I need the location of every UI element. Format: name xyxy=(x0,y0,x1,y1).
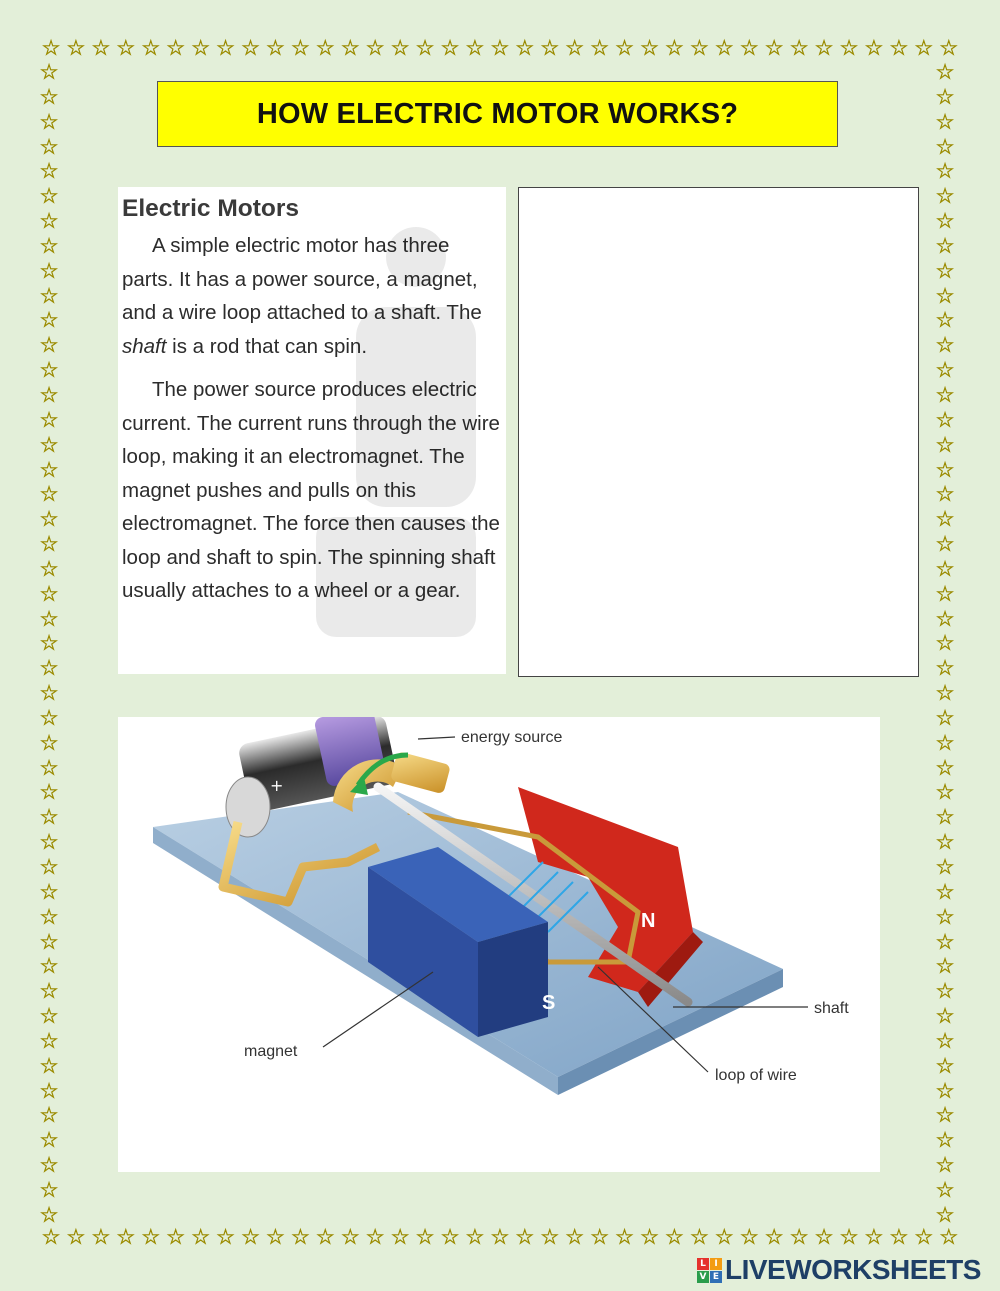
star-icon: ☆ xyxy=(340,1225,360,1249)
star-icon: ☆ xyxy=(39,830,59,855)
star-icon: ☆ xyxy=(889,1225,909,1249)
star-icon: ☆ xyxy=(116,1225,136,1249)
star-icon: ☆ xyxy=(935,1028,955,1053)
motor-diagram xyxy=(118,717,880,1172)
star-icon: ☆ xyxy=(39,656,59,681)
label-loop-of-wire: loop of wire xyxy=(715,1067,797,1084)
star-icon: ☆ xyxy=(935,755,955,780)
star-icon: ☆ xyxy=(935,159,955,184)
star-icon: ☆ xyxy=(141,1225,161,1249)
star-icon: ☆ xyxy=(665,1225,684,1249)
star-icon: ☆ xyxy=(39,979,59,1004)
star-icon: ☆ xyxy=(39,333,59,358)
star-icon: ☆ xyxy=(935,1078,955,1103)
star-icon: ☆ xyxy=(935,879,955,904)
star-icon: ☆ xyxy=(415,1225,435,1249)
star-icon: ☆ xyxy=(266,36,285,60)
answer-box[interactable] xyxy=(518,187,919,677)
star-icon: ☆ xyxy=(490,36,510,60)
star-icon: ☆ xyxy=(565,1225,585,1249)
star-icon: ☆ xyxy=(939,36,959,60)
star-icon: ☆ xyxy=(935,830,955,855)
star-border-left xyxy=(38,62,62,1226)
star-icon: ☆ xyxy=(39,631,59,656)
brand-logo-tile: L xyxy=(697,1258,709,1270)
star-icon: ☆ xyxy=(39,84,59,109)
star-icon: ☆ xyxy=(39,407,59,432)
star-icon: ☆ xyxy=(39,730,59,755)
star-icon: ☆ xyxy=(241,36,260,60)
watermark-graphic xyxy=(296,217,496,657)
star-icon: ☆ xyxy=(39,532,59,557)
star-icon: ☆ xyxy=(39,482,59,507)
star-icon: ☆ xyxy=(935,457,955,482)
star-icon: ☆ xyxy=(935,482,955,507)
star-icon: ☆ xyxy=(935,705,955,730)
star-icon: ☆ xyxy=(935,407,955,432)
star-icon: ☆ xyxy=(935,209,955,234)
south-magnet-side xyxy=(478,922,548,1037)
star-icon: ☆ xyxy=(166,1225,186,1249)
star-icon: ☆ xyxy=(39,457,59,482)
star-icon: ☆ xyxy=(440,1225,460,1249)
star-icon: ☆ xyxy=(935,581,955,606)
star-icon: ☆ xyxy=(935,382,955,407)
star-icon: ☆ xyxy=(515,1225,535,1249)
passage-paragraph-1-start: A simple electric motor has three parts. It has a power source, a magnet, and a wire loop attached to a shaft. The xyxy=(122,234,482,324)
star-icon: ☆ xyxy=(91,36,111,60)
passage-paragraph-2: The power source produces electric current. The current runs through the wire loop, making it an electromagnet. The magnet pushes and pulls on this electromagnet. The force then causes the loop and shaft to spin. The spinning shaft usually attaches to a wheel or a gear. xyxy=(122,378,500,602)
star-icon: ☆ xyxy=(39,1128,59,1153)
star-icon: ☆ xyxy=(39,109,59,134)
star-icon: ☆ xyxy=(39,233,59,258)
star-icon: ☆ xyxy=(814,1225,834,1249)
star-icon: ☆ xyxy=(39,209,59,234)
passage-heading: Electric Motors xyxy=(122,195,299,222)
star-icon: ☆ xyxy=(39,1153,59,1178)
star-icon: ☆ xyxy=(39,1004,59,1029)
star-icon: ☆ xyxy=(41,1225,61,1249)
star-icon: ☆ xyxy=(864,36,884,60)
star-icon: ☆ xyxy=(290,1225,310,1249)
star-icon: ☆ xyxy=(935,84,955,109)
star-icon: ☆ xyxy=(789,1225,809,1249)
star-icon: ☆ xyxy=(665,36,684,60)
star-icon: ☆ xyxy=(39,159,59,184)
star-icon: ☆ xyxy=(266,1225,285,1249)
star-icon: ☆ xyxy=(315,1225,335,1249)
star-icon: ☆ xyxy=(66,36,86,60)
star-icon: ☆ xyxy=(540,36,560,60)
star-icon: ☆ xyxy=(565,36,585,60)
star-icon: ☆ xyxy=(764,36,784,60)
star-icon: ☆ xyxy=(615,1225,634,1249)
star-icon: ☆ xyxy=(39,60,59,84)
star-icon: ☆ xyxy=(914,1225,934,1249)
star-icon: ☆ xyxy=(935,556,955,581)
star-icon: ☆ xyxy=(39,308,59,333)
star-icon: ☆ xyxy=(39,954,59,979)
star-icon: ☆ xyxy=(935,656,955,681)
star-icon: ☆ xyxy=(465,1225,485,1249)
battery-minus: − xyxy=(394,727,410,748)
star-icon: ☆ xyxy=(39,1103,59,1128)
star-icon: ☆ xyxy=(935,283,955,308)
brand-text: LIVEWORKSHEETS xyxy=(725,1254,981,1285)
star-icon: ☆ xyxy=(640,1225,659,1249)
brand-logo-tile: I xyxy=(710,1258,722,1270)
star-icon: ☆ xyxy=(390,36,410,60)
star-icon: ☆ xyxy=(640,36,659,60)
star-icon: ☆ xyxy=(39,879,59,904)
motor-diagram-svg xyxy=(118,717,880,1172)
star-icon: ☆ xyxy=(39,904,59,929)
star-icon: ☆ xyxy=(935,855,955,879)
star-icon: ☆ xyxy=(935,60,955,84)
star-icon: ☆ xyxy=(935,1128,955,1153)
title-banner xyxy=(157,81,838,147)
star-icon: ☆ xyxy=(66,1225,86,1249)
reading-passage xyxy=(118,187,506,674)
star-icon: ☆ xyxy=(39,184,59,209)
star-icon: ☆ xyxy=(935,1202,955,1227)
star-icon: ☆ xyxy=(39,507,59,532)
star-icon: ☆ xyxy=(935,134,955,159)
south-pole-letter: S xyxy=(542,992,556,1014)
star-icon: ☆ xyxy=(739,36,759,60)
star-icon: ☆ xyxy=(39,705,59,730)
star-border-bottom xyxy=(40,1227,960,1251)
star-icon: ☆ xyxy=(935,1153,955,1178)
star-icon: ☆ xyxy=(935,1053,955,1078)
star-icon: ☆ xyxy=(39,681,59,706)
star-icon: ☆ xyxy=(415,36,435,60)
passage-shaft-term: shaft xyxy=(122,334,167,358)
star-icon: ☆ xyxy=(41,36,61,60)
label-energy-source: energy source xyxy=(461,729,563,746)
star-icon: ☆ xyxy=(789,36,809,60)
star-icon: ☆ xyxy=(39,358,59,383)
star-icon: ☆ xyxy=(615,36,634,60)
star-icon: ☆ xyxy=(39,1053,59,1078)
star-icon: ☆ xyxy=(540,1225,560,1249)
star-icon: ☆ xyxy=(935,904,955,929)
star-icon: ☆ xyxy=(935,1177,955,1202)
star-icon: ☆ xyxy=(590,36,610,60)
star-icon: ☆ xyxy=(689,36,709,60)
star-icon: ☆ xyxy=(39,432,59,457)
star-icon: ☆ xyxy=(935,681,955,706)
star-icon: ☆ xyxy=(935,333,955,358)
star-icon: ☆ xyxy=(39,1177,59,1202)
star-icon: ☆ xyxy=(935,979,955,1004)
star-icon: ☆ xyxy=(935,358,955,383)
star-icon: ☆ xyxy=(191,1225,211,1249)
star-icon: ☆ xyxy=(935,532,955,557)
star-icon: ☆ xyxy=(39,258,59,283)
star-icon: ☆ xyxy=(490,1225,510,1249)
star-icon: ☆ xyxy=(864,1225,884,1249)
star-icon: ☆ xyxy=(935,606,955,631)
star-icon: ☆ xyxy=(365,1225,385,1249)
star-icon: ☆ xyxy=(440,36,460,60)
star-icon: ☆ xyxy=(839,1225,859,1249)
star-icon: ☆ xyxy=(939,1225,959,1249)
star-icon: ☆ xyxy=(935,258,955,283)
label-magnet: magnet xyxy=(244,1043,298,1060)
star-icon: ☆ xyxy=(39,556,59,581)
star-icon: ☆ xyxy=(889,36,909,60)
star-icon: ☆ xyxy=(39,855,59,879)
star-icon: ☆ xyxy=(39,805,59,830)
star-icon: ☆ xyxy=(39,755,59,780)
brand-logo-icon xyxy=(697,1258,722,1283)
star-icon: ☆ xyxy=(91,1225,111,1249)
star-icon: ☆ xyxy=(935,780,955,805)
star-icon: ☆ xyxy=(340,36,360,60)
star-icon: ☆ xyxy=(39,1202,59,1227)
star-icon: ☆ xyxy=(39,606,59,631)
star-icon: ☆ xyxy=(935,631,955,656)
star-icon: ☆ xyxy=(39,581,59,606)
star-icon: ☆ xyxy=(739,1225,759,1249)
star-icon: ☆ xyxy=(39,1078,59,1103)
star-icon: ☆ xyxy=(935,507,955,532)
star-icon: ☆ xyxy=(39,382,59,407)
star-icon: ☆ xyxy=(116,36,136,60)
page-title: HOW ELECTRIC MOTOR WORKS? xyxy=(256,97,739,130)
north-pole-letter: N xyxy=(641,910,656,932)
star-icon: ☆ xyxy=(166,36,186,60)
star-border-right xyxy=(934,62,958,1226)
star-icon: ☆ xyxy=(914,36,934,60)
liveworksheets-brand xyxy=(697,1252,981,1288)
star-icon: ☆ xyxy=(935,184,955,209)
star-icon: ☆ xyxy=(764,1225,784,1249)
star-icon: ☆ xyxy=(935,929,955,954)
star-icon: ☆ xyxy=(935,233,955,258)
star-icon: ☆ xyxy=(935,730,955,755)
star-icon: ☆ xyxy=(935,1004,955,1029)
star-icon: ☆ xyxy=(590,1225,610,1249)
star-icon: ☆ xyxy=(290,36,310,60)
star-icon: ☆ xyxy=(714,1225,734,1249)
star-icon: ☆ xyxy=(39,1028,59,1053)
star-border-top xyxy=(40,38,960,62)
star-icon: ☆ xyxy=(839,36,859,60)
star-icon: ☆ xyxy=(814,36,834,60)
star-icon: ☆ xyxy=(141,36,161,60)
star-icon: ☆ xyxy=(714,36,734,60)
star-icon: ☆ xyxy=(241,1225,260,1249)
label-shaft: shaft xyxy=(814,1000,849,1017)
star-icon: ☆ xyxy=(315,36,335,60)
star-icon: ☆ xyxy=(935,432,955,457)
star-icon: ☆ xyxy=(689,1225,709,1249)
star-icon: ☆ xyxy=(935,109,955,134)
star-icon: ☆ xyxy=(935,954,955,979)
star-icon: ☆ xyxy=(191,36,211,60)
star-icon: ☆ xyxy=(39,134,59,159)
leader-energy-source xyxy=(418,737,455,739)
star-icon: ☆ xyxy=(216,1225,235,1249)
star-icon: ☆ xyxy=(935,308,955,333)
star-icon: ☆ xyxy=(465,36,485,60)
brand-logo-tile: V xyxy=(697,1271,709,1283)
brand-logo-tile: E xyxy=(710,1271,722,1283)
star-icon: ☆ xyxy=(216,36,235,60)
star-icon: ☆ xyxy=(935,1103,955,1128)
star-icon: ☆ xyxy=(515,36,535,60)
star-icon: ☆ xyxy=(39,780,59,805)
star-icon: ☆ xyxy=(39,929,59,954)
star-icon: ☆ xyxy=(39,283,59,308)
star-icon: ☆ xyxy=(390,1225,410,1249)
battery-plus: + xyxy=(270,776,284,795)
passage-paragraph-1-end: is a rod that can spin. xyxy=(166,334,368,358)
star-icon: ☆ xyxy=(365,36,385,60)
leader-magnet xyxy=(323,972,433,1047)
star-icon: ☆ xyxy=(935,805,955,830)
